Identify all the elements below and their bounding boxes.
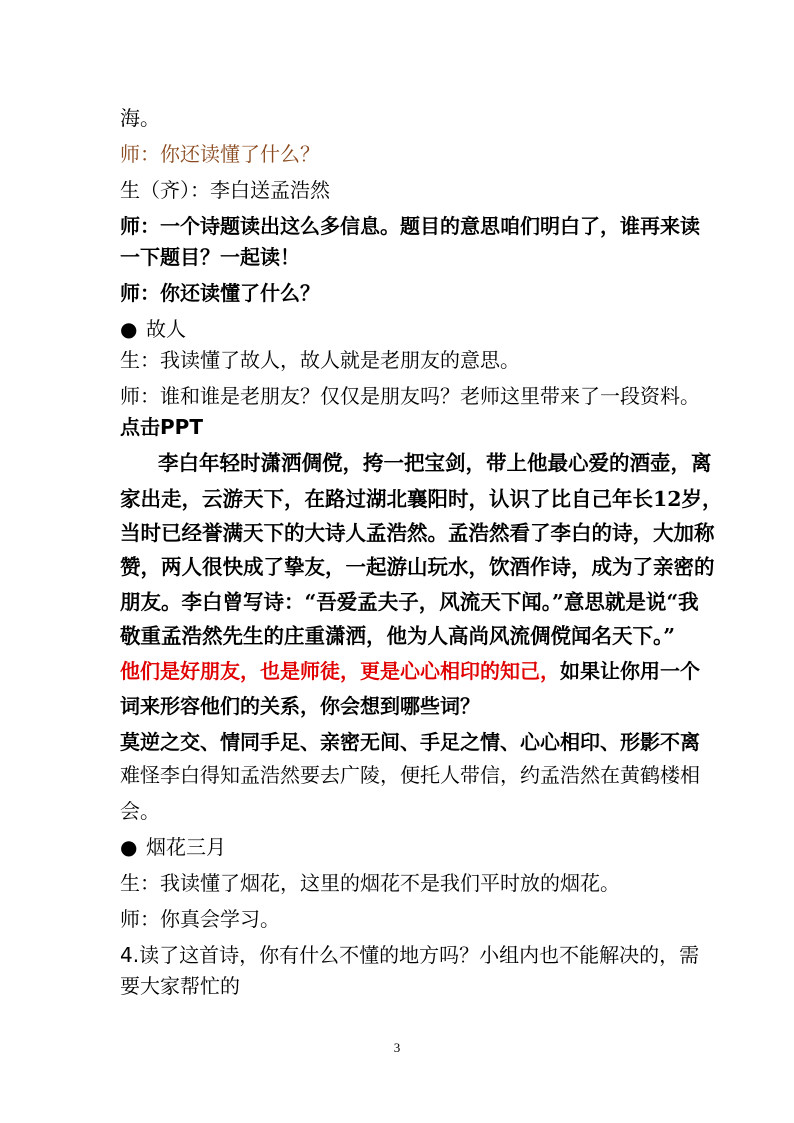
bullet-icon: ● (120, 835, 138, 859)
highlight-text: 他们是好朋友，也是师徒，更是心心相印的知己， (120, 659, 560, 683)
text-line: 师：一个诗题读出这么多信息。题目的意思咱们明白了，谁再来读 (120, 214, 700, 238)
bullet-text: 烟花三月 (146, 835, 226, 859)
quote-line: 家出走，云游天下，在路过湖北襄阳时，认识了比自己年长12岁， (120, 487, 723, 511)
text-line: 师：你还读懂了什么？ (120, 142, 320, 166)
quote-line: 李白年轻时潇洒倜傥，挎一把宝剑，带上他最心爱的酒壶，离 (158, 451, 712, 475)
text-line (120, 657, 700, 685)
text-line: 师：你还读懂了什么？ (120, 281, 320, 305)
text-line: 生：我读懂了烟花，这里的烟花不是我们平时放的烟花。 (120, 871, 620, 895)
quote-line: 当时已经誉满天下的大诗人孟浩然。孟浩然看了李白的诗，大加称 (120, 521, 715, 545)
page-number: 3 (393, 1040, 401, 1055)
text-line: 一下题目？一起读！ (120, 245, 300, 269)
quote-line: 赞，两人很快成了挚友，一起游山玩水，饮酒作诗，成为了亲密的 (120, 555, 715, 579)
text-line: 莫逆之交、情同手足、亲密无间、手足之情、心心相印、形影不离 (120, 730, 700, 754)
bullet-text: 故人 (146, 317, 186, 341)
text-line: 生（齐）：李白送孟浩然 (120, 178, 330, 202)
line-text: 如果让你用一个 (560, 659, 700, 683)
text-line: 海。 (120, 106, 160, 130)
text-line: 4.读了这首诗，你有什么不懂的地方吗？小组内也不能解决的，需 (120, 943, 700, 967)
text-line: 难怪李白得知孟浩然要去广陵，便托人带信，约孟浩然在黄鹤楼相 (120, 763, 700, 787)
text-line: 师：你真会学习。 (120, 907, 280, 931)
bullet-item (120, 315, 186, 343)
text-line: 师：谁和谁是老朋友？仅仅是朋友吗？老师这里带来了一段资料。 (120, 384, 700, 408)
text-line: 要大家帮忙的 (120, 974, 240, 998)
bullet-item (120, 833, 226, 861)
bullet-icon: ● (120, 317, 138, 341)
quote-line: 敬重孟浩然先生的庄重潇洒，他为人高尚风流倜傥闻名天下。” (120, 624, 676, 648)
quote-line: 朋友。李白曾写诗：“吾爱孟夫子，风流天下闻。”意思就是说“我 (120, 590, 699, 614)
text-line: 会。 (120, 799, 160, 823)
text-line: 点击PPT (120, 415, 203, 439)
text-line: 词来形容他们的关系，你会想到哪些词？ (120, 694, 480, 718)
text-line: 生：我读懂了故人，故人就是老朋友的意思。 (120, 348, 520, 372)
